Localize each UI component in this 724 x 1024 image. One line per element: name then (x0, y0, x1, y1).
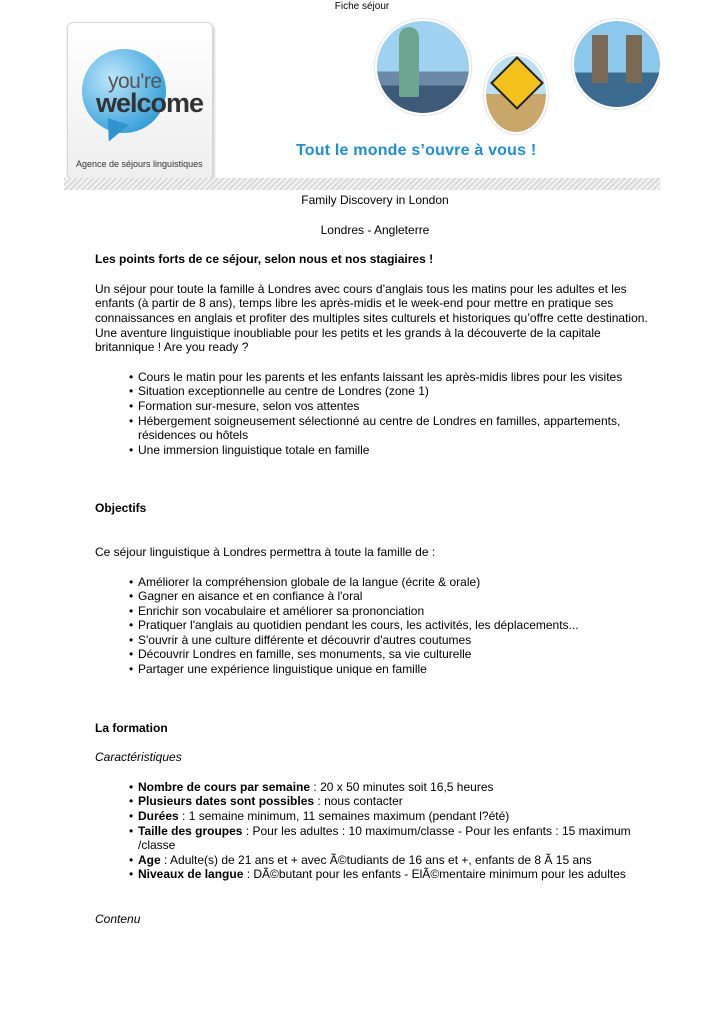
bullet-icon: • (129, 603, 134, 618)
subheading-caracteristiques: Caractéristiques (95, 750, 182, 765)
bullet-icon: • (129, 852, 134, 867)
list-item: • Cours le matin pour les parents et les enfants laissant les après-midis libres pour les visites (129, 369, 623, 384)
intro-paragraph-2: Une aventure linguistique inoubliable pour les petits et les grands à la découverte de la capitale britannique ! Are you ready ? (95, 325, 601, 355)
bullet-icon: • (129, 867, 134, 882)
section-heading-formation: La formation (95, 720, 168, 735)
agency-logo (67, 22, 213, 180)
list-item: • Taille des groupes : Pour les adultes : 10 maximum/classe - Pour les enfants : 15 maximum /classe (129, 823, 631, 853)
bullet-icon: • (129, 647, 134, 662)
bullet-icon: • (129, 384, 134, 399)
subheading-contenu: Contenu (95, 912, 141, 926)
objectifs-intro: Ce séjour linguistique à Londres permettra à toute la famille de : (95, 544, 436, 559)
list-item: • Pratiquer l'anglais au quotidien pendant les cours, les activités, les déplacements... (129, 618, 579, 633)
bullet-icon: • (129, 442, 134, 457)
bullet-icon: • (129, 398, 134, 413)
list-item: • S'ouvrir à une culture différente et découvrir d'autres coutumes (129, 632, 472, 647)
section-heading-objectifs: Objectifs (95, 501, 147, 516)
list-item: • Age : Adulte(s) de 21 ans et + avec Ã©tudiants de 16 ans et +, enfants de 8 Ã 15 ans (129, 852, 592, 867)
points-forts-list (95, 370, 655, 458)
document-body (95, 193, 655, 927)
bullet-icon: • (129, 574, 134, 589)
bullet-icon: • (129, 618, 134, 633)
list-item: • Niveaux de langue : DÃ©butant pour les enfants - ElÃ©mentaire minimum pour les adultes (129, 867, 626, 882)
list-item: • Plusieurs dates sont possibles : nous contacter (129, 794, 403, 809)
logo-text-welcome: welcome (96, 88, 204, 118)
bullet-icon: • (129, 413, 134, 428)
kangaroo-road-sign-icon (490, 56, 544, 110)
banner-stripe-divider (64, 178, 660, 190)
list-item: • Durées : 1 semaine minimum, 11 semaines maximum (pendant l?été) (129, 809, 510, 824)
list-item: • Situation exceptionnelle au centre de Londres (zone 1) (129, 384, 429, 399)
list-item: • Gagner en aisance et en confiance à l'oral (129, 589, 363, 604)
list-item: • Améliorer la compréhension globale de la langue (écrite & orale) (129, 574, 481, 589)
kangaroo-sign-photo (484, 54, 548, 134)
bridge-tower-icon (592, 35, 608, 83)
bullet-icon: • (129, 809, 134, 824)
list-item: • Formation sur-mesure, selon vos attentes (129, 398, 360, 413)
bullet-icon: • (129, 794, 134, 809)
document-subtitle: Londres - Angleterre (320, 222, 430, 237)
list-item: • Partager une expérience linguistique unique en famille (129, 662, 427, 677)
statue-of-liberty-photo (375, 19, 471, 115)
bridge-tower-icon (626, 35, 642, 83)
list-item: • Nombre de cours par semaine : 20 x 50 minutes soit 16,5 heures (129, 779, 494, 794)
list-item: • Une immersion linguistique totale en famille (129, 442, 370, 457)
document-title: Family Discovery in London (301, 193, 449, 207)
list-item: • Découvrir Londres en famille, ses monuments, sa vie culturelle (129, 647, 472, 662)
logo-tagline: Agence de séjours linguistiques (76, 159, 203, 169)
bullet-icon: • (129, 662, 134, 677)
statue-icon (399, 27, 419, 97)
section-heading-points-forts: Les points forts de ce séjour, selon nous et nos stagiaires ! (95, 252, 434, 267)
tower-bridge-photo (572, 19, 660, 109)
bullet-icon: • (129, 632, 134, 647)
bullet-icon: • (129, 369, 134, 384)
banner (64, 18, 660, 190)
caracteristiques-list (95, 780, 655, 882)
bullet-icon: • (129, 779, 134, 794)
intro-paragraph: Un séjour pour toute la famille à Londres avec cours d’anglais tous les matins pour les adultes et les enfants (à partir de 8 ans), temps libre les après-midis et le week-end pour mettre en pratique ses connaissances en anglais et profiter des multiples sites culturels et historiques qu’offre cette destination. (95, 281, 648, 325)
list-item: • Enrichir son vocabulaire et améliorer sa prononciation (129, 603, 425, 618)
list-item: • Hébergement soigneusement sélectionné au centre de Londres en familles, appartements, résidences ou hôtels (129, 413, 621, 443)
bullet-icon: • (129, 823, 134, 838)
logo-text-youre: you're (108, 70, 162, 93)
banner-tagline: Tout le monde s’ouvre à vous ! (296, 142, 537, 159)
page-header: Fiche séjour (334, 1, 390, 12)
bullet-icon: • (129, 589, 134, 604)
objectifs-list (95, 575, 655, 677)
